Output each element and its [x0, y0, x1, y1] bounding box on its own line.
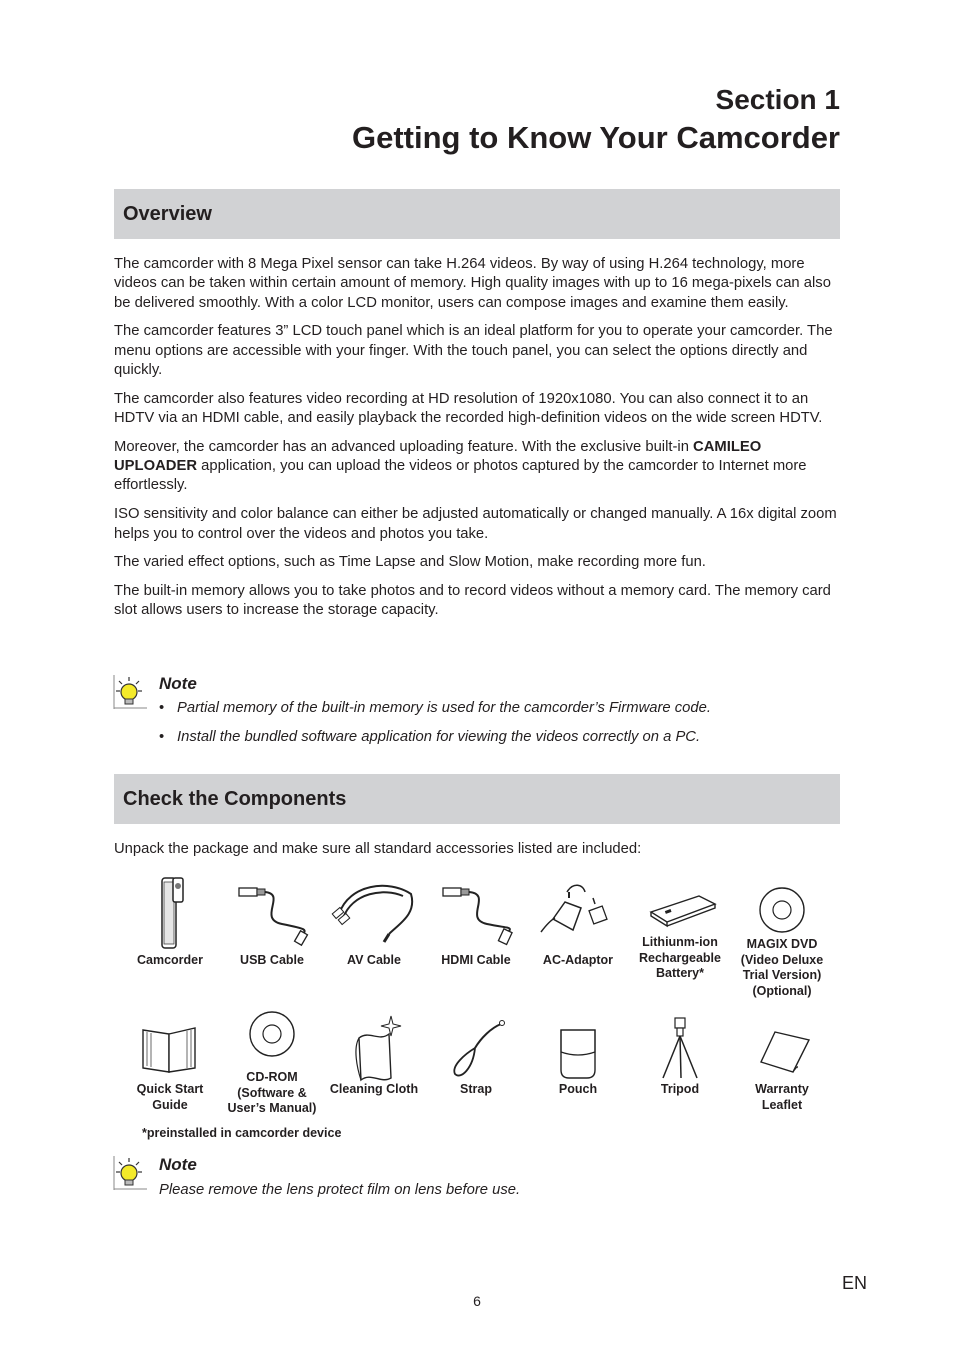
footnote: *preinstalled in camcorder device: [142, 1126, 342, 1140]
component-label: MAGIX DVD (Video Deluxe Trial Version) (Optional): [740, 937, 824, 998]
page-number: 6: [473, 1293, 481, 1309]
component-label: Strap: [460, 1082, 492, 1096]
pouch-icon: [543, 1008, 613, 1082]
overview-paragraph: [114, 438, 842, 496]
component-pouch: [527, 1008, 629, 1098]
component-usb-cable: [221, 874, 323, 969]
note-bulb-icon: [113, 1156, 147, 1190]
leaflet-icon: [747, 1008, 817, 1082]
component-label: Cleaning Cloth: [329, 1082, 419, 1096]
hdmi-cable-icon: [431, 874, 521, 950]
component-label: USB Cable: [240, 953, 304, 967]
overview-body: [114, 255, 842, 630]
cloth-icon: [339, 1008, 409, 1082]
note-item: • Partial memory of the built-in memory is used for the camcorder’s Firmware code.: [159, 699, 839, 728]
overview-heading: Overview: [114, 189, 840, 239]
component-quick-start-guide: [119, 1008, 221, 1113]
component-label: Lithiunm-ion Rechargeable Battery*: [639, 935, 721, 980]
components-intro: Unpack the package and make sure all standard accessories listed are included:: [114, 841, 642, 857]
battery-icon: [635, 874, 725, 932]
overview-paragraph: ISO sensitivity and color balance can either be adjusted automatically or changed manually. A 16x digital zoom helps you to control over the videos and photos you take.: [114, 506, 837, 542]
overview-paragraph: The built-in memory allows you to take photos and to record videos without a memory card. The memory card slot allows users to increase the storage capacity.: [114, 583, 831, 619]
paragraph-text: application, you can upload the videos or photos captured by the camcorder to Internet more effortlessly.: [114, 458, 807, 494]
component-warranty-leaflet: [731, 1008, 833, 1113]
note-title: Note: [159, 1155, 197, 1174]
component-ac-adaptor: [527, 874, 629, 969]
note-item: • Install the bundled software application for viewing the videos correctly on a PC.: [159, 728, 839, 757]
strap-icon: [441, 1008, 511, 1082]
note-title: Note: [159, 674, 197, 693]
component-strap: [425, 1008, 527, 1098]
language-code: EN: [841, 1273, 867, 1293]
component-tripod: [629, 1008, 731, 1098]
av-cable-icon: [329, 874, 419, 950]
overview-paragraph: The varied effect options, such as Time Lapse and Slow Motion, make recording more fun.: [114, 554, 706, 571]
component-label: Tripod: [660, 1082, 700, 1096]
component-label: HDMI Cable: [441, 953, 511, 967]
book-icon: [135, 1008, 205, 1076]
component-magix-dvd: [731, 874, 833, 999]
component-battery: [629, 874, 731, 982]
component-av-cable: [323, 874, 425, 969]
camcorder-icon: [140, 874, 200, 950]
ac-adaptor-icon: [533, 874, 623, 950]
product-name: CAMILEO UPLOADER: [114, 438, 762, 475]
component-camcorder: [119, 874, 221, 969]
overview-paragraph: The camcorder features 3” LCD touch panel which is an ideal platform for you to operate your camcorder. The menu options are accessible with your finger. With the touch panel, you can select the options directly and quickly.: [114, 323, 833, 378]
dvd-icon: [752, 874, 812, 934]
overview-paragraph: The camcorder also features video recording at HD resolution of 1920x1080. You can also connect it to an HDTV via an HDMI cable, and easily playback the recorded high-definition videos on the wide screen HDTV.: [114, 390, 823, 427]
component-hdmi-cable: [425, 874, 527, 969]
section-number: Section 1: [715, 84, 840, 115]
component-label: AC-Adaptor: [542, 953, 614, 967]
usb-cable-icon: [227, 874, 317, 950]
cd-icon: [242, 1008, 302, 1064]
component-label: Quick Start Guide: [136, 1082, 204, 1112]
note-list: [159, 699, 839, 757]
component-label: Warranty Leaflet: [755, 1082, 809, 1112]
note-bulb-icon: [113, 675, 147, 709]
overview-paragraph: The camcorder with 8 Mega Pixel sensor can take H.264 videos. By way of using H.264 technology, more videos can be taken within certain amount of memory. High quality images with up to 16 mega-pixels can also be delivered smoothly. With a color LCD monitor, users can compose images and examine them easily.: [114, 256, 831, 311]
page-title: Getting to Know Your Camcorder: [352, 120, 840, 155]
component-label: CD-ROM (Software & User’s Manual): [227, 1070, 317, 1115]
note-text: Please remove the lens protect film on lens before use.: [159, 1182, 521, 1198]
component-cd-rom: [221, 1008, 323, 1117]
components-heading: Check the Components: [114, 774, 840, 824]
component-cleaning-cloth: [323, 1008, 425, 1098]
component-label: Pouch: [558, 1082, 598, 1096]
component-label: Camcorder: [137, 953, 203, 967]
tripod-icon: [645, 1008, 715, 1082]
component-label: AV Cable: [347, 953, 401, 967]
paragraph-text: Moreover, the camcorder has an advanced uploading feature. With the exclusive built-in: [114, 438, 694, 455]
